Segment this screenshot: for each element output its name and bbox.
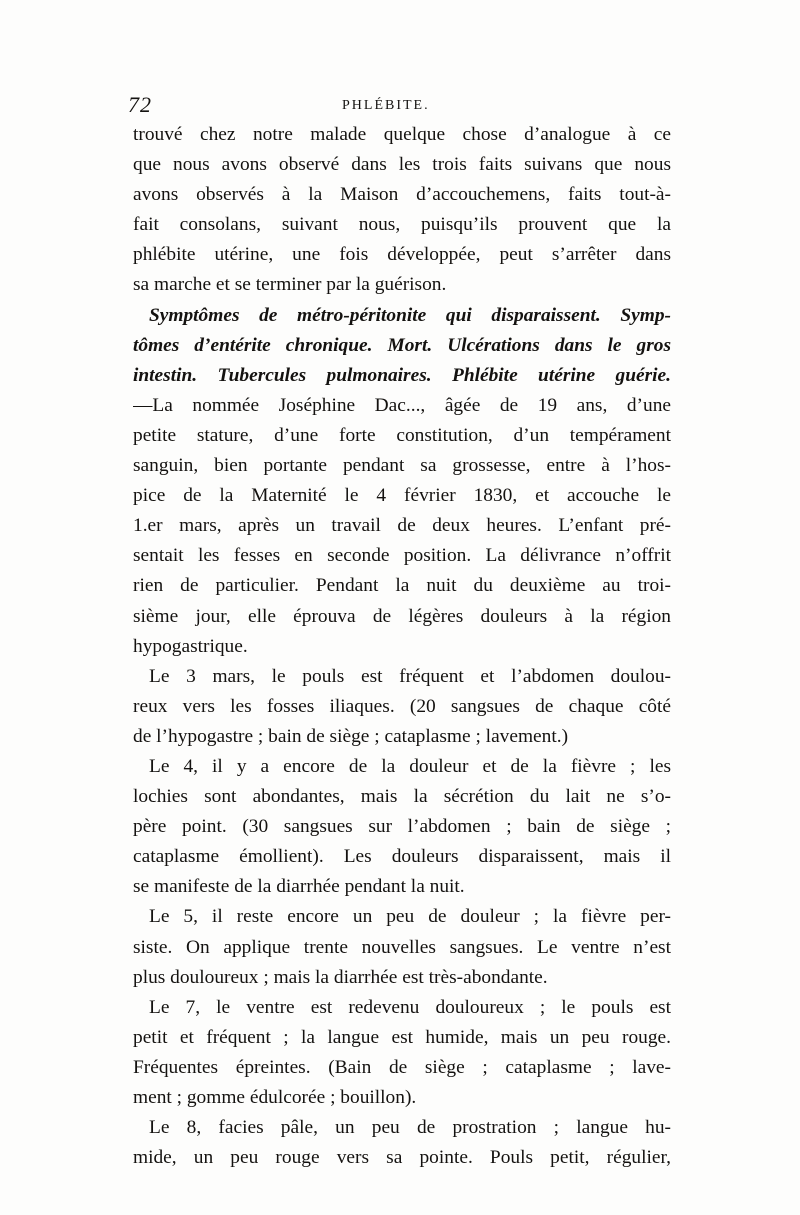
text-line: cataplasme émollient). Les douleurs disparaissent, mais il (133, 846, 671, 868)
text-line: avons observés à la Maison d’accouchemens, faits tout-à- (133, 184, 671, 206)
text-line: pice de la Maternité le 4 février 1830, et accouche le (133, 485, 671, 507)
text-line: se manifeste de la diarrhée pendant la nuit. (133, 876, 465, 898)
text-line: mide, un peu rouge vers sa pointe. Pouls petit, régulier, (133, 1147, 671, 1169)
case-heading-line: intestin. Tubercules pulmonaires. Phlébite utérine guérie. (133, 364, 671, 386)
text-line: Le 7, le ventre est redevenu douloureux ; le pouls est (149, 996, 671, 1018)
text-line: père point. (30 sangsues sur l’abdomen ; bain de siège ; (133, 816, 671, 838)
text-line: que nous avons observé dans les trois faits suivans que nous (133, 154, 671, 176)
text-line: ment ; gomme édulcorée ; bouillon). (133, 1087, 417, 1108)
running-head (128, 92, 682, 118)
text-line: lochies sont abondantes, mais la sécrétion du lait ne s’o- (133, 786, 671, 808)
text-line: de l’hypogastre ; bain de siège ; cataplasme ; lavement.) (133, 725, 569, 747)
text-line: 1.er mars, après un travail de deux heures. L’enfant pré- (133, 515, 671, 537)
text-line: hypogastrique. (133, 635, 248, 657)
running-title: PHLÉBITE. (342, 98, 430, 113)
text-line: trouvé chez notre malade quelque chose d’analogue à ce (133, 124, 671, 145)
body-text (133, 120, 671, 1173)
page-number: 72 (128, 92, 152, 117)
text-line: rien de particulier. Pendant la nuit du deuxième au troi- (133, 575, 671, 597)
text-line: Le 5, il reste encore un peu de douleur ; la fièvre per- (149, 906, 671, 928)
text-line: —La nommée Joséphine Dac..., âgée de 19 ans, d’une (133, 394, 671, 416)
text-line: fait consolans, suivant nous, puisqu’ils prouvent que la (133, 214, 671, 236)
text-line: petit et fréquent ; la langue est humide, mais un peu rouge. (133, 1026, 671, 1048)
text-line: Le 4, il y a encore de la douleur et de la fièvre ; les (149, 755, 671, 777)
text-line: Le 3 mars, le pouls est fréquent et l’abdomen doulou- (149, 665, 671, 687)
case-heading-line: Symptômes de métro-péritonite qui disparaissent. Symp- (149, 304, 671, 326)
text-line: petite stature, d’une forte constitution, d’un tempérament (133, 424, 671, 446)
text-line: sentait les fesses en seconde position. La délivrance n’offrit (133, 545, 671, 567)
text-line: reux vers les fosses iliaques. (20 sangsues de chaque côté (133, 695, 671, 717)
text-line: sa marche et se terminer par la guérison. (133, 274, 447, 296)
text-line: Le 8, facies pâle, un peu de prostration ; langue hu- (149, 1117, 671, 1139)
text-line: Fréquentes épreintes. (Bain de siège ; cataplasme ; lave- (133, 1056, 671, 1078)
text-line: sième jour, elle éprouva de légères douleurs à la région (133, 605, 671, 627)
case-heading-line: tômes d’entérite chronique. Mort. Ulcérations dans le gros (133, 334, 671, 356)
text-line: phlébite utérine, une fois développée, peut s’arrêter dans (133, 244, 671, 266)
text-line: siste. On applique trente nouvelles sangsues. Le ventre n’est (133, 936, 671, 958)
text-line: sanguin, bien portante pendant sa grossesse, entre à l’hos- (133, 455, 671, 477)
text-line: plus douloureux ; mais la diarrhée est très-abondante. (133, 966, 548, 988)
